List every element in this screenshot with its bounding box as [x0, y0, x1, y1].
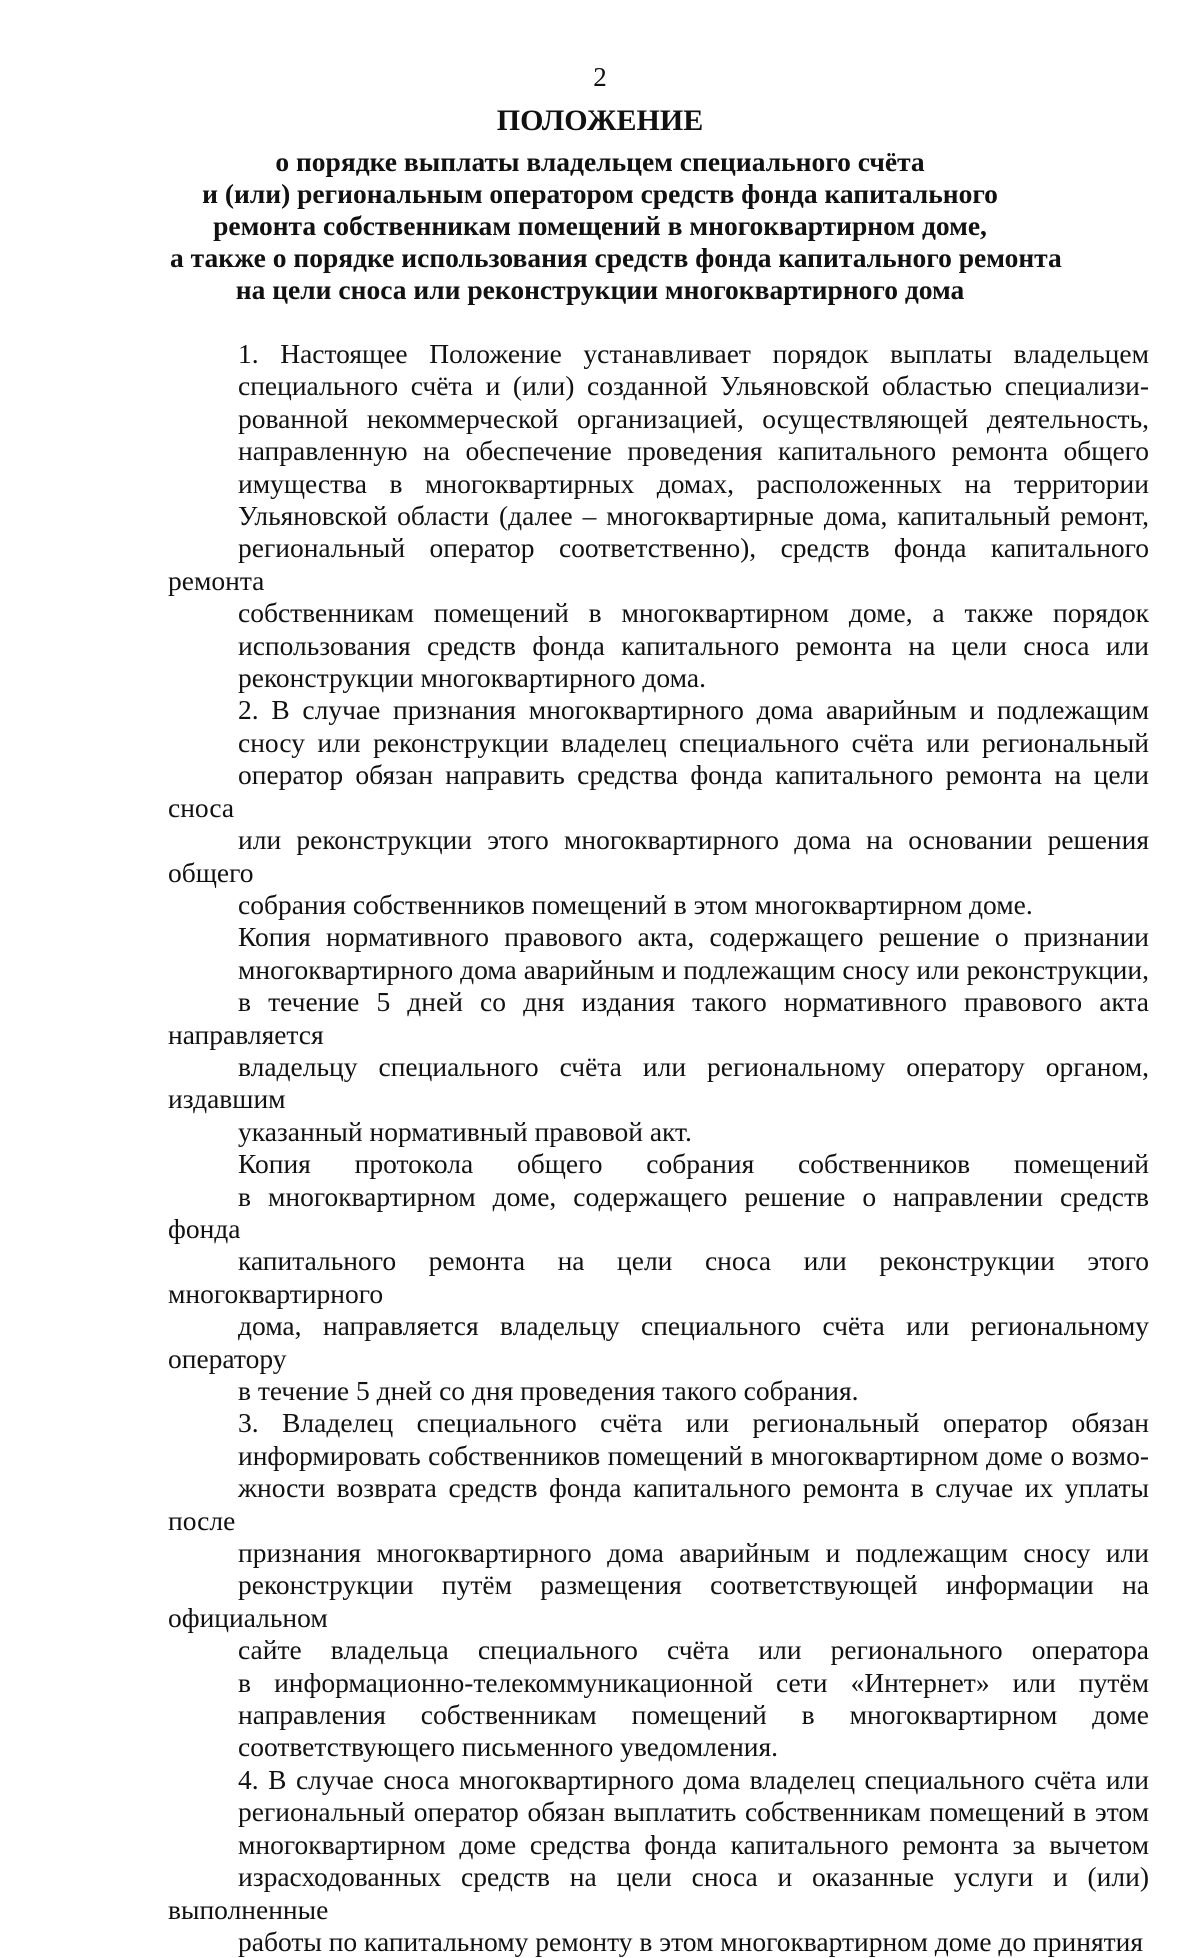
paragraph-line: направления собственникам помещений в многоквартирном доме — [238, 1699, 1149, 1731]
paragraph — [168, 921, 1149, 1148]
paragraph-line: 3. Владелец специального счёта или региональный оператор обязан — [238, 1407, 1149, 1439]
paragraph-line: в многоквартирном доме, содержащего решение о направлении средств фонда — [168, 1180, 1149, 1244]
document-subtitle — [170, 146, 1062, 306]
paragraph-line: сносу или реконструкции владелец специального счёта или региональный — [238, 726, 1149, 758]
paragraph — [168, 694, 1149, 921]
paragraph-line: специального счёта и (или) созданной Ульяновской областью специализи- — [238, 370, 1149, 402]
paragraph-line: собственникам помещений в многоквартирном доме, а также порядок — [238, 597, 1149, 629]
paragraph — [168, 1764, 1149, 1958]
paragraph-line: использования средств фонда капитального ремонта на цели сноса или — [238, 629, 1149, 661]
paragraph-line: израсходованных средств на цели сноса и оказанные услуги и (или) выполненные — [168, 1861, 1149, 1925]
paragraph-line: 2. В случае признания многоквартирного дома аварийным и подлежащим — [238, 694, 1149, 726]
paragraph-line: региональный оператор обязан выплатить собственникам помещений в этом — [238, 1796, 1149, 1828]
paragraph-line: в течение 5 дней со дня проведения такого собрания. — [238, 1375, 859, 1406]
paragraph-line: оператор обязан направить средства фонда капитального ремонта на цели сноса — [168, 759, 1149, 823]
document-title: ПОЛОЖЕНИЕ — [496, 104, 704, 137]
paragraph-line: владельцу специального счёта или региональному оператору органом, издавшим — [168, 1050, 1149, 1115]
paragraph-line: имущества в многоквартирных домах, расположенных на территории — [238, 467, 1149, 499]
paragraph-line: многоквартирного дома аварийным и подлежащим сносу или реконструкции, — [238, 953, 1149, 985]
subtitle-line: на цели сноса или реконструкции многоквартирного дома — [235, 274, 965, 305]
paragraph-line: 4. В случае сноса многоквартирного дома владелец специального счёта или — [238, 1763, 1149, 1795]
paragraph-line: реконструкции путём размещения соответствующей информации на официальном — [168, 1569, 1149, 1633]
paragraph — [168, 338, 1149, 694]
paragraph-line: в информационно-телекоммуникационной сети «Интернет» или путём — [238, 1666, 1149, 1698]
document-body — [168, 338, 1149, 1958]
paragraph-line: капитального ремонта на цели сноса или реконструкции этого многоквартирного — [168, 1245, 1149, 1309]
subtitle-line: о порядке выплаты владельцем специального счёта — [275, 146, 925, 177]
paragraph-line: Копия нормативного правового акта, содержащего решение о признании — [238, 921, 1149, 953]
paragraph-line: направленную на обеспечение проведения капитального ремонта общего — [238, 435, 1149, 467]
paragraph-line: информировать собственников помещений в многоквартирном доме о возмо- — [238, 1439, 1149, 1471]
paragraph-line: работы по капитальному ремонту в этом многоквартирном доме до принятия — [238, 1925, 1143, 1957]
paragraph — [168, 1148, 1149, 1407]
paragraph-line: дома, направляется владельцу специального счёта или региональному оператору — [168, 1310, 1149, 1374]
paragraph-line: признания многоквартирного дома аварийным и подлежащим сносу или — [238, 1537, 1149, 1569]
paragraph-line: собрания собственников помещений в этом многоквартирном доме. — [238, 888, 1033, 920]
paragraph-line: указанный нормативный правовой акт. — [238, 1115, 692, 1147]
paragraph-line: 1. Настоящее Положение устанавливает порядок выплаты владельцем — [238, 338, 1149, 369]
paragraph-line: региональный оператор соответственно), средств фонда капитального ремонта — [168, 532, 1149, 596]
paragraph-line: рованной некоммерческой организацией, осуществляющей деятельность, — [238, 402, 1149, 434]
paragraph-line: сайте владельца специального счёта или регионального оператора — [238, 1634, 1149, 1666]
subtitle-line: а также о порядке использования средств фонда капитального ремонта — [170, 242, 1062, 273]
page-number: 2 — [593, 62, 607, 92]
paragraph-line: жности возврата средств фонда капитального ремонта в случае их уплаты после — [168, 1472, 1149, 1536]
subtitle-line: ремонта собственникам помещений в многоквартирном доме, — [213, 210, 987, 241]
paragraph-line: соответствующего письменного уведомления. — [238, 1731, 779, 1763]
paragraph-line: или реконструкции этого многоквартирного дома на основании решения общего — [168, 824, 1149, 888]
paragraph-line: Ульяновской области (далее – многоквартирные дома, капитальный ремонт, — [238, 500, 1149, 532]
paragraph-line: многоквартирном доме средства фонда капитального ремонта за вычетом — [238, 1828, 1149, 1860]
paragraph — [168, 1407, 1149, 1763]
paragraph-line: в течение 5 дней со дня издания такого нормативного правового акта направляется — [168, 986, 1149, 1050]
subtitle-line: и (или) региональным оператором средств фонда капитального — [202, 178, 998, 209]
paragraph-line: реконструкции многоквартирного дома. — [238, 662, 706, 694]
paragraph-line: Копия протокола общего собрания собственников помещений — [238, 1148, 1149, 1180]
